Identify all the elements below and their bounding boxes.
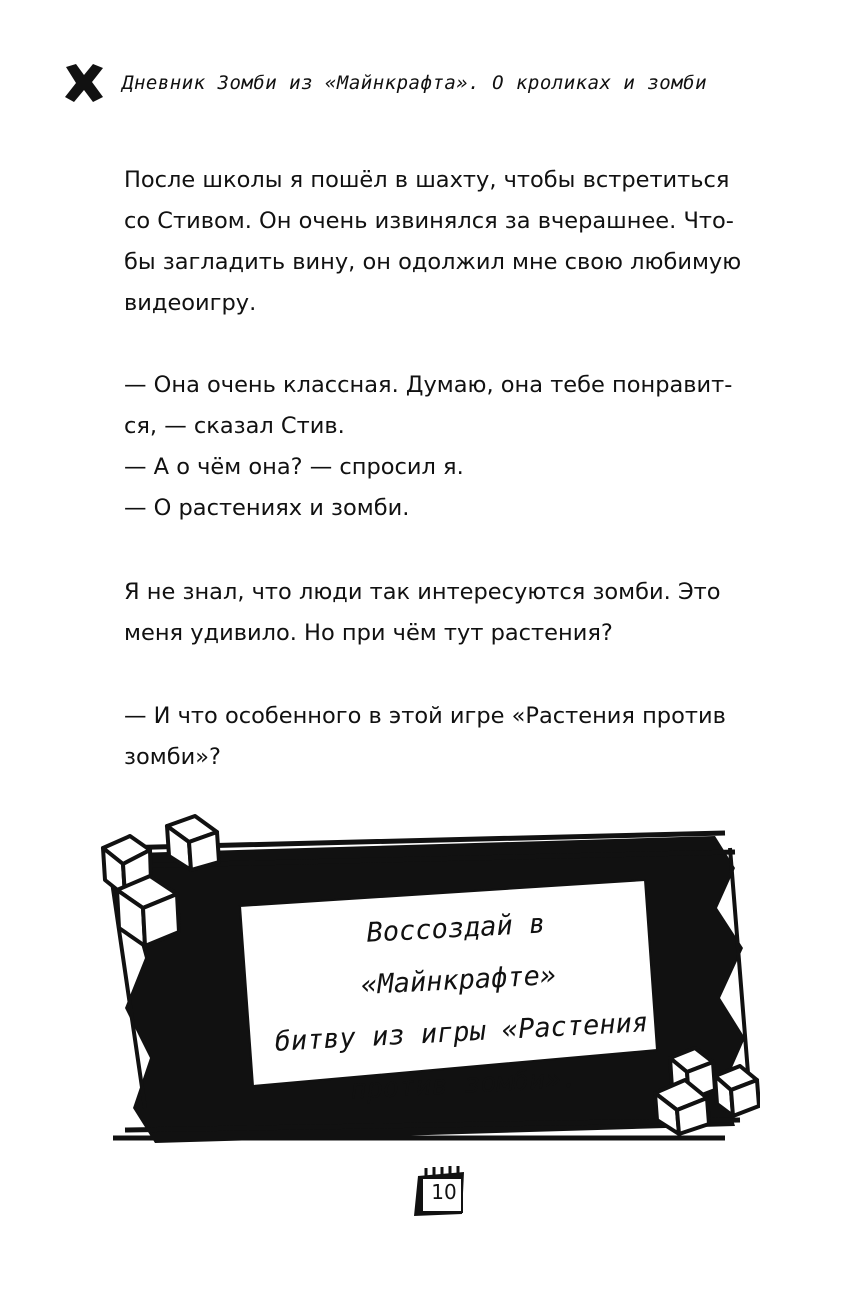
paragraph-4 bbox=[124, 696, 744, 778]
text-line: меня удивило. Но при чём тут растения? bbox=[124, 620, 613, 646]
callout-line: Воссоздай в «Майнкрафте» bbox=[360, 908, 557, 1002]
paragraph-3 bbox=[124, 572, 744, 654]
text-line: — И что особенного в этой игре «Растения против bbox=[124, 703, 726, 729]
page-number-text: 10 bbox=[431, 1180, 457, 1204]
page-number bbox=[412, 1162, 470, 1218]
paragraph-1 bbox=[124, 160, 744, 324]
text-line: После школы я пошёл в шахту, чтобы встретиться bbox=[124, 167, 730, 193]
callout-text bbox=[260, 893, 660, 1121]
callout-line: битву из игры «Растения bbox=[273, 1007, 649, 1058]
text-line: со Стивом. Он очень извинялся за вчерашнее. Что- bbox=[124, 208, 734, 234]
paragraph-2 bbox=[124, 365, 744, 529]
text-line: — Она очень классная. Думаю, она тебе понравит- bbox=[124, 372, 733, 398]
text-line: бы загладить вину, он одолжил мне свою любимую bbox=[124, 249, 742, 275]
cross-mark-icon bbox=[62, 61, 106, 105]
text-line: зомби»? bbox=[124, 744, 221, 770]
text-line: ся, — сказал Стив. bbox=[124, 413, 345, 439]
callout-banner bbox=[95, 808, 760, 1148]
book-title: Дневник Зомби из «Майнкрафта». О кроликах и зомби bbox=[122, 72, 708, 94]
text-line: — А о чём она? — спросил я. bbox=[124, 454, 464, 480]
page-header bbox=[62, 58, 782, 108]
text-line: видеоигру. bbox=[124, 290, 257, 316]
text-line: Я не знал, что люди так интересуются зомби. Это bbox=[124, 579, 721, 605]
callout-line: против зомби». bbox=[349, 1062, 579, 1106]
text-line: — О растениях и зомби. bbox=[124, 495, 410, 521]
